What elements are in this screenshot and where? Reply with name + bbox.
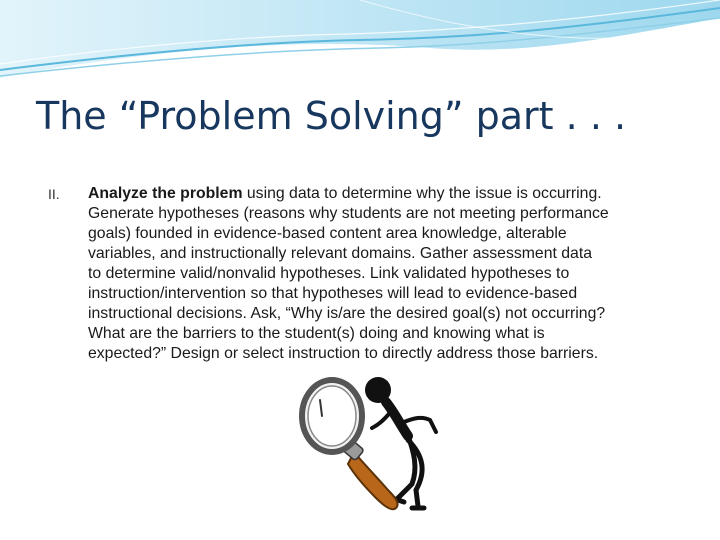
item-line: What are the barriers to the student(s) doing and knowing what is [88, 325, 545, 342]
item-line: using data to determine why the issue is occurring. [242, 185, 602, 202]
item-numeral: II. [48, 186, 60, 202]
item-lead: Analyze the problem [88, 185, 243, 202]
header-wave-decoration [0, 0, 720, 90]
content-image-box [36, 178, 677, 371]
slide-title: The “Problem Solving” part . . . [36, 94, 627, 138]
item-line: instructional decisions. Ask, “Why is/are the desired goal(s) not occurring? [88, 305, 606, 322]
item-line: instruction/intervention so that hypotheses will lead to evidence-based [88, 285, 578, 302]
magnifying-glass-figure-icon [296, 372, 456, 522]
item-line: to determine valid/nonvalid hypotheses. Link validated hypotheses to [88, 265, 570, 282]
item-line: Generate hypotheses (reasons why students are not meeting performance [88, 205, 609, 222]
item-line: goals) founded in evidence-based content area knowledge, alterable [88, 225, 567, 242]
item-line: expected?” Design or select instruction to directly address those barriers. [88, 345, 599, 362]
item-paragraph [88, 184, 678, 364]
item-line: variables, and instructionally relevant domains. Gather assessment data [88, 245, 593, 262]
